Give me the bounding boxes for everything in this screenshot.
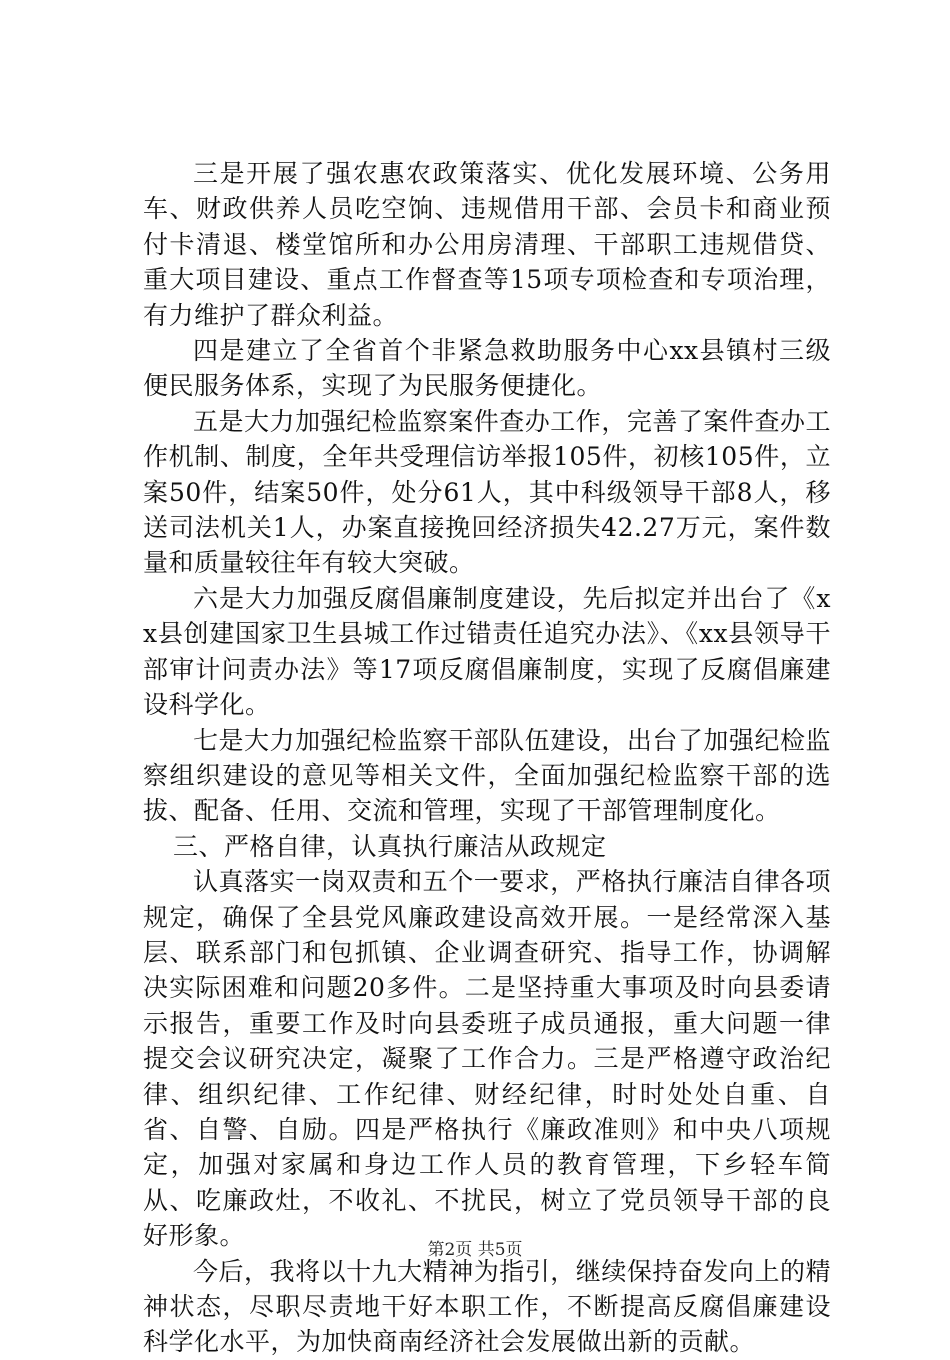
section-heading: 三、严格自律，认真执行廉洁从政规定	[173, 831, 607, 861]
page-number: 第2页 共5页	[427, 1240, 523, 1260]
paragraph-item-4: 四是建立了全省首个非紧急救助服务中心xx县镇村三级便民服务体系，实现了为民服务便捷化。	[143, 336, 831, 401]
paragraph-conclusion: 今后，我将以十九大精神为指引，继续保持奋发向上的精神状态，尽职尽责地干好本职工作，不断提高反腐倡廉建设科学化水平，为加快商南经济社会发展做出新的贡献。	[143, 1256, 831, 1357]
document-body	[143, 156, 831, 1360]
page-footer	[0, 1238, 950, 1262]
paragraph-self-discipline: 认真落实一岗双责和五个一要求，严格执行廉洁自律各项规定，确保了全县党风廉政建设高效开展。一是经常深入基层、联系部门和包抓镇、企业调查研究、指导工作，协调解决实际困难和问题20多件。二是坚持重大事项及时向县委请示报告，重要工作及时向县委班子成员通报，重大问题一律提交会议研究决定，凝聚了工作合力。三是严格遵守政治纪律、组织纪律、工作纪律、财经纪律，时时处处自重、自省、自警、自励。四是严格执行《廉政准则》和中央八项规定，加强对家属和身边工作人员的教育管理，下乡轻车简从、吃廉政灶，不收礼、不扰民，树立了党员领导干部的良好形象。	[143, 867, 831, 1251]
paragraph-item-7: 七是大力加强纪检监察干部队伍建设，出台了加强纪检监察组织建设的意见等相关文件，全面加强纪检监察干部的选拔、配备、任用、交流和管理，实现了干部管理制度化。	[143, 725, 831, 826]
paragraph-item-5: 五是大力加强纪检监察案件查办工作，完善了案件查办工作机制、制度，全年共受理信访举报105件，初核105件，立案50件，结案50件，处分61人，其中科级领导干部8人，移送司法机关1人，办案直接挽回经济损失42.27万元，案件数量和质量较往年有较大突破。	[143, 406, 831, 578]
paragraph-item-3: 三是开展了强农惠农政策落实、优化发展环境、公务用车、财政供养人员吃空饷、违规借用干部、会员卡和商业预付卡清退、楼堂馆所和办公用房清理、干部职工违规借贷、重大项目建设、重点工作督查等15项专项检查和专项治理，有力维护了群众利益。	[143, 159, 831, 330]
paragraph-item-6: 六是大力加强反腐倡廉制度建设，先后拟定并出台了《xx县创建国家卫生县城工作过错责任追究办法》、《xx县领导干部审计问责办法》等17项反腐倡廉制度，实现了反腐倡廉建设科学化。	[143, 583, 831, 720]
